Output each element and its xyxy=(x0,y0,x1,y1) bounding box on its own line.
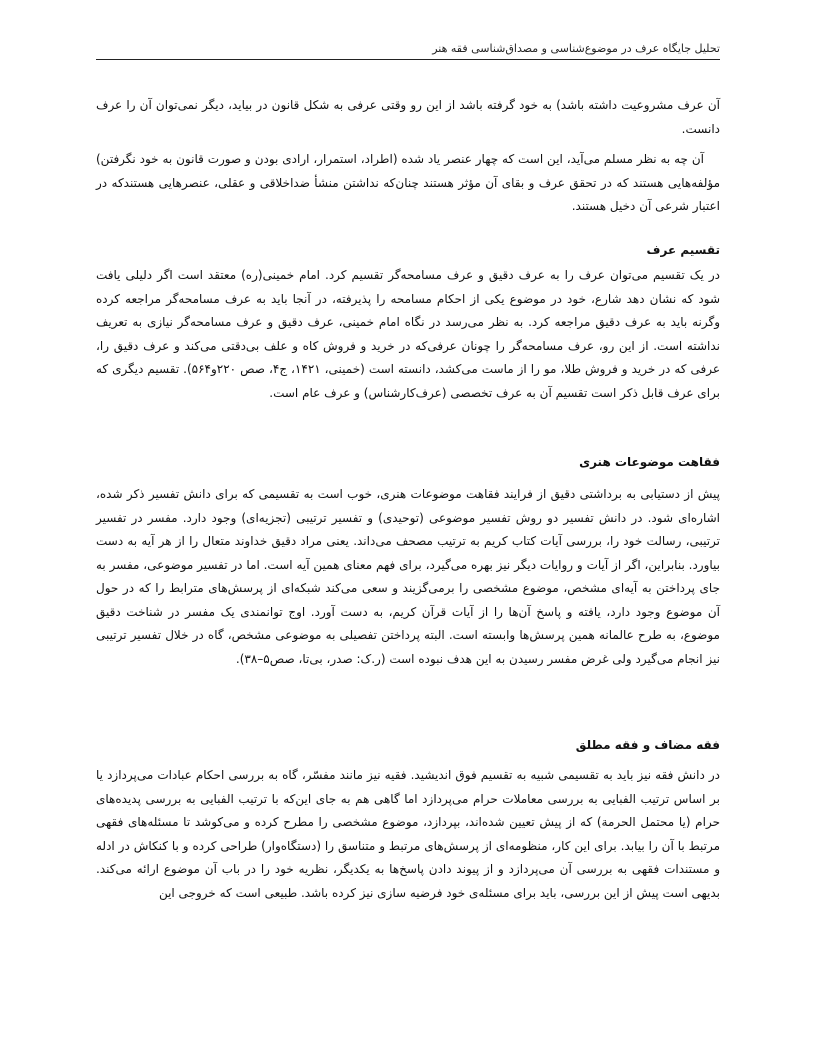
paragraph-2: آن چه به نظر مسلم می‌آید، این است که چهار عنصر یاد شده (اطراد، استمرار، ارادی بودن و صورت قانون به خود نگرفتن) مؤلفه‌هایی هستند که در تحقق عرف و بقای آن مؤثر هستند چنان‌که نداشتن منشأ ضداخلاقی و عقلی، عنصرهایی هستندکه در اعتبار شرعی آن دخیل هستند. xyxy=(96,152,720,213)
section-heading-art-subjects: فقاهت موضوعات هنری xyxy=(579,455,720,469)
section-heading-fiqh-types: فقه مضاف و فقه مطلق xyxy=(575,738,720,752)
paragraph-4: پیش از دستیابی به برداشتی دقیق از فرایند فقاهت موضوعات هنری، خوب است به تقسیمی که برای دانش تفسیر ذکر شده، اشاره‌ای شود. در دانش تفسیر دو روش تفسیر موضوعی (توحیدی) و تفسیر ترتیبی (تجزیه‌ای) وجود دارد. مفسر در تفسیر ترتیبی، رسالت خود را، بررسی آیات کتاب کریم به ترتیب مصحف می‌داند. یعنی مراد دقیق خداوند متعال را از هر آیه به دست بیاورد. بنابراین، اگر از آیات و روایات دیگر نیز بهره می‌گیرد، برای فهم معنای همین آیه است. اما در تفسیر موضوعی، مفسر به جای پرداختن به آیه‌ای مشخص، موضوع مشخصی را برمی‌گزیند و سعی می‌کند شبکه‌ای از پرسش‌های مترابط را که در حول آن موضوع وجود دارد، یافته و پاسخ آن‌ها را از آیات قرآن کریم، به دست آورد. اوج توانمندی یک مفسر در شناخت دقیق موضوع، به طرح عالمانه همین پرسش‌ها وابسته است. البته پرداختن تفصیلی به موضوعی مشخص، گاه در خلال تفسیر ترتیبی نیز انجام می‌گیرد ولی غرض مفسر رسیدن به این هدف نبوده است (ر.ک: صدر، بی‌تا، صص۵–۳۸). xyxy=(96,487,720,666)
section-heading-urf-division: تقسیم عرف xyxy=(646,243,720,257)
paragraph-5: در دانش فقه نیز باید به تقسیمی شبیه به تقسیم فوق اندیشید. فقیه نیز مانند مفسّر، گاه به بررسی احکام عبادات می‌پردازد یا بر اساس ترتیب الفبایی به بررسی معاملات حرام می‌پردازد اما گاهی هم به جای این‌که با ترتیب الفبایی به بررسی پدیده‌های حرام (یا محتمل الحرمة) که از پیش تعیین شده‌اند، بپردازد، موضوع مشخصی را مطرح کرده و می‌کوشد تا مسئله‌های فقهی مرتبط با آن را بیابد. برای این کار، منظومه‌ای از پرسش‌های مرتبط و متناسق را (دستگاه‌وار) طراحی کرده و با کنکاش در ادله و مستندات فقهی به بررسی آن می‌پردازد و از پیوند دادن پاسخ‌ها به یکدیگر، نظریه خود را در باب آن موضوع ارائه می‌کند. بدیهی است پیش از این بررسی، باید برای مسئله‌ی خود فرضیه سازی نیز کرده باشد. طبیعی است که خروجی این xyxy=(96,768,720,900)
paragraph-1: آن عرف مشروعیت داشته باشد) به خود گرفته باشد از این رو وقتی عرفی به شکل قانون در بیاید، دیگر نمی‌توان آن را عرف دانست. xyxy=(96,98,720,136)
header-divider xyxy=(96,59,720,60)
paragraph-3: در یک تقسیم می‌توان عرف را به عرف دقیق و عرف مسامحه‌گر تقسیم کرد. امام خمینی(ره) معتقد است اگر دلیلی یافت شود که نشان دهد شارع، خود در موضوع یکی از احکام مسامحه را پذیرفته، در آنجا باید به عرف مسامحه‌گر مراجعه کرده وگرنه باید به عرف دقیق مراجعه کرد. به نظر می‌رسد در نگاه امام خمینی، عرف دقیق و عرف مسامحه‌گر نیازی به تعریف نداشته است. از این رو، عرف مسامحه‌گر را چونان عرفی‌که در خرید و فروش کاه و علف بی‌دقتی می‌کند و عرف دقیق را، عرفی که در خرید و فروش طلا، مو را از ماست می‌کشد، دانسته است (خمینی، ۱۴۲۱، ج۴، صص ۲۲۰و۵۶۴). تقسیم دیگری که برای عرف قابل ذکر است تقسیم آن به عرف تخصصی (عرف‌کارشناس) و عرف عام است. xyxy=(96,268,721,400)
running-header: تحلیل جایگاه عرف در موضوع‌شناسی و مصداق‌شناسی فقه هنر xyxy=(432,42,720,55)
